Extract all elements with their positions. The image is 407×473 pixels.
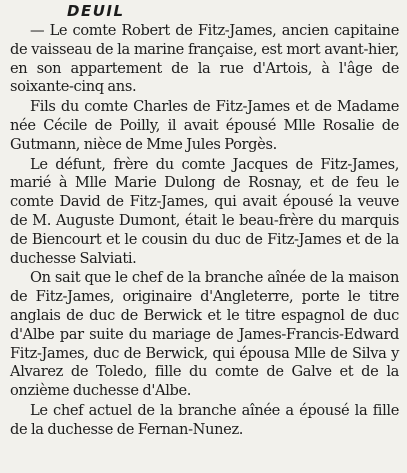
article-heading: DEUIL [67, 2, 125, 20]
paragraph-lineage: On sait que le chef de la branche aînée de la maison de Fitz-James, originaire d'Angleterre, porte le titre anglais de duc de Berwick et le titre espagnol de duc d'Albe par suite du mariage de James-Francis-Edward Fitz-James, duc de Berwick, qui épousa Mlle de Silva y Alvarez de Toledo, fille du comte de Galve et de la onzième duchesse d'Albe. [10, 269, 399, 400]
paragraph-parentage: Fils du comte Charles de Fitz-James et de Madame née Cécile de Poilly, il avait épousé Mlle Rosalie de Gutmann, nièce de Mme Jules Porgès. [10, 98, 399, 153]
paragraph-family: Le défunt, frère du comte Jacques de Fitz-James, marié à Mlle Marie Dulong de Rosnay, et de feu le comte David de Fitz-James, qui avait épousé la veuve de M. Auguste Dumont, était le beau-frère du marquis de Biencourt et le cousin du duc de Fitz-James et de la duchesse Salviati. [10, 155, 399, 267]
paragraph-announcement: — Le comte Robert de Fitz-James, ancien capitaine de vaisseau de la marine française, est mort avant-hier, en son appartement de la rue d'Artois, à l'âge de soixante-cinq ans. [10, 22, 399, 96]
paragraph-current-head: Le chef actuel de la branche aînée a épousé la fille de la duchesse de Fernan-Nunez. [10, 401, 399, 438]
